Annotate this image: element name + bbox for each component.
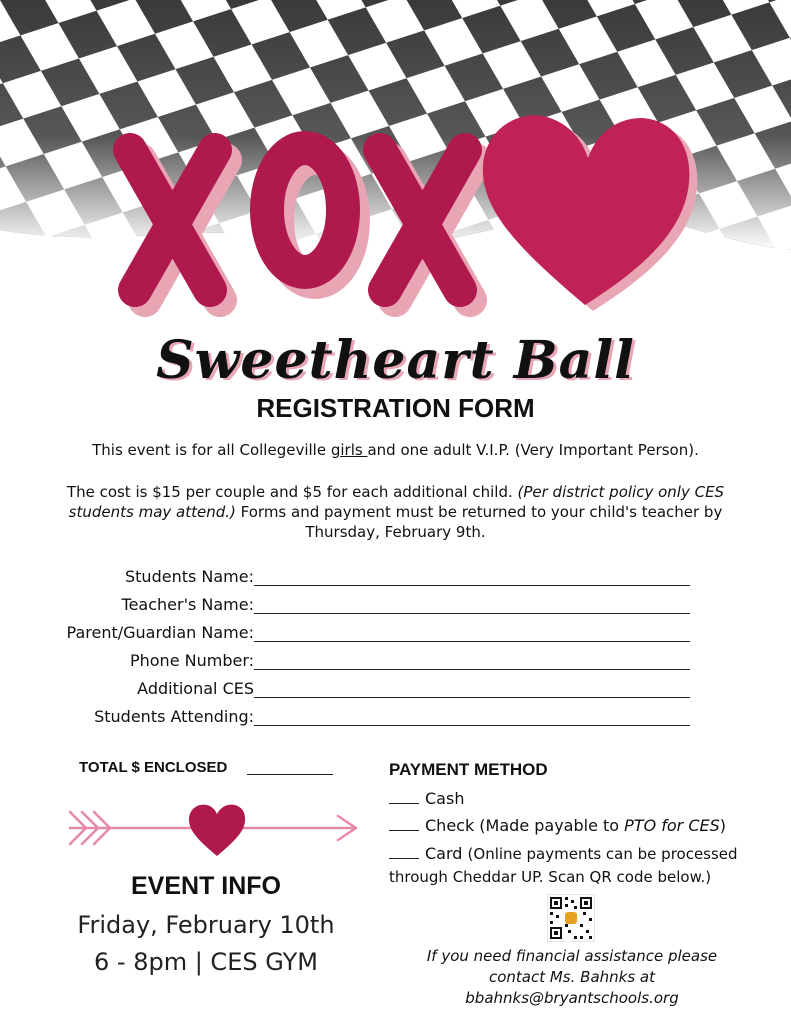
assistance-line-2: contact Ms. Bahnks at: [488, 968, 656, 986]
total-enclosed-blank[interactable]: [247, 774, 333, 775]
payment-card-note-2: through Cheddar UP. Scan QR code below.): [389, 868, 712, 886]
cost-policy-note: (Per district policy only CES students may attend.): [68, 483, 725, 521]
total-enclosed-label: TOTAL $ ENCLOSED: [79, 759, 228, 776]
event-date: Friday, February 10th: [77, 911, 335, 939]
intro-text: This event is for all Collegeville: [92, 441, 331, 459]
field-additional-ces[interactable]: [0, 678, 791, 706]
payment-option-check[interactable]: [389, 815, 726, 837]
cost-text: The cost is $15 per couple and $5 for each additional child.: [66, 483, 518, 501]
field-blank[interactable]: [254, 641, 690, 642]
field-blank[interactable]: [254, 585, 690, 586]
page-title: Sweetheart Ball: [156, 330, 635, 391]
field-blank[interactable]: [254, 725, 690, 726]
field-students-name[interactable]: [0, 566, 791, 594]
payment-card-label: Card: [425, 844, 463, 863]
event-time-place: 6 - 8pm | CES GYM: [94, 948, 318, 976]
payment-option-card[interactable]: [389, 843, 738, 865]
field-label: Phone Number:: [129, 651, 254, 670]
assistance-email[interactable]: bbahnks@bryantschools.org: [465, 989, 679, 1007]
field-students-attending[interactable]: [0, 706, 791, 734]
payment-check-payee: PTO for CES: [624, 816, 720, 835]
event-info-title: EVENT INFO: [130, 872, 281, 900]
field-label: Teacher's Name:: [121, 595, 254, 614]
intro-text-end: and one adult V.I.P. (Very Important Person).: [367, 441, 699, 459]
field-blank[interactable]: [254, 697, 690, 698]
xoxo-checkered-banner: [0, 0, 791, 330]
field-label: Students Attending:: [94, 707, 254, 726]
cost-deadline: Forms and payment must be returned to your child's teacher by Thursday, February 9th.: [235, 503, 723, 541]
payment-check-label: Check (Made payable to: [425, 816, 625, 835]
form-subtitle: REGISTRATION FORM: [256, 393, 535, 423]
heart-icon: [189, 805, 245, 856]
checkbox-blank[interactable]: [389, 830, 419, 831]
checkbox-blank[interactable]: [389, 803, 419, 804]
financial-assistance-note: [392, 946, 752, 1009]
payment-card-note: (Online payments can be processed: [467, 845, 738, 863]
intro-paragraph: [0, 440, 791, 460]
payment-check-end: ): [719, 816, 727, 835]
payment-method-title: PAYMENT METHOD: [389, 760, 548, 779]
arrow-icon: [66, 798, 362, 860]
field-phone-number[interactable]: [0, 650, 791, 678]
cost-paragraph: [40, 482, 751, 542]
payment-option-cash[interactable]: [389, 788, 464, 810]
field-label: Students Name:: [125, 567, 254, 586]
field-blank[interactable]: [254, 669, 690, 670]
field-teachers-name[interactable]: [0, 594, 791, 622]
assistance-line-1: If you need financial assistance please: [426, 947, 718, 965]
checkbox-blank[interactable]: [389, 858, 419, 859]
field-label: Parent/Guardian Name:: [66, 623, 254, 642]
payment-cash-label: Cash: [425, 789, 465, 808]
field-label: Additional CES: [137, 679, 254, 698]
qr-code-icon[interactable]: [547, 894, 595, 942]
field-blank[interactable]: [254, 613, 690, 614]
intro-girls: girls: [330, 441, 368, 459]
field-parent-guardian-name[interactable]: [0, 622, 791, 650]
